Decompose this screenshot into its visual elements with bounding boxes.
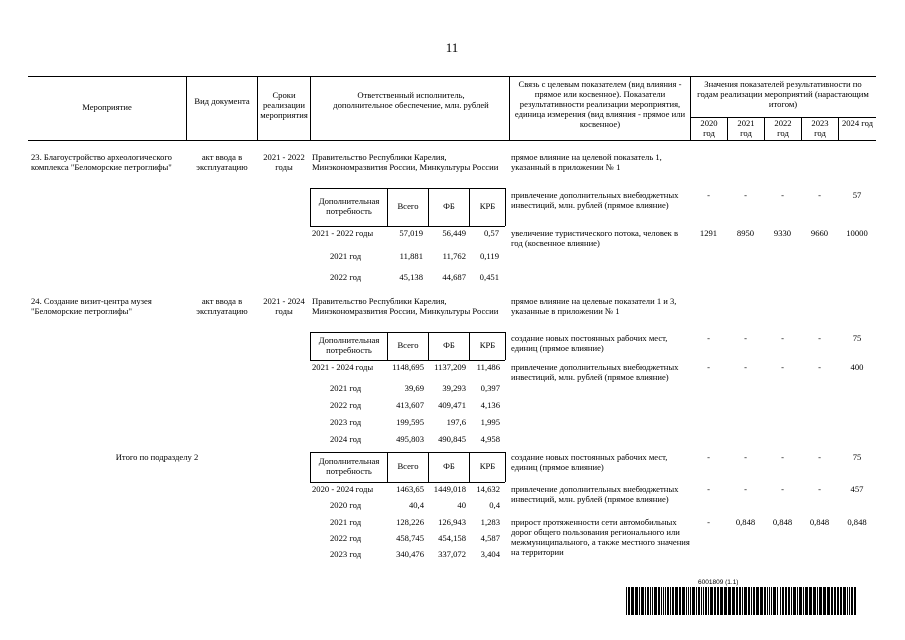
year-header: 2022 год — [774, 118, 792, 138]
barcode-icon — [626, 587, 858, 615]
indicator-value: - — [818, 452, 821, 462]
finance-krb: 4,587 — [480, 533, 500, 543]
indicator-value: - — [707, 333, 710, 343]
indicator-text: создание новых постоянных рабочих мест, единиц (прямое влияние) — [511, 333, 668, 354]
finance-fb: 126,943 — [438, 517, 466, 527]
finance-label: 2022 год — [330, 533, 362, 543]
indicator-value: - — [744, 362, 747, 372]
finance-krb: 11,486 — [476, 362, 500, 372]
total-label: Всего — [397, 340, 419, 350]
finance-fb: 197,6 — [446, 417, 466, 427]
finance-fb: 11,762 — [442, 251, 466, 261]
indicator-value: - — [744, 333, 747, 343]
finance-total: 199,595 — [396, 417, 424, 427]
indicator-value: 75 — [852, 333, 862, 343]
indicator-value: 75 — [852, 452, 862, 462]
finance-fb: 44,687 — [442, 272, 466, 282]
finance-fb: 56,449 — [442, 228, 466, 238]
fb-label: ФБ — [443, 201, 455, 211]
item-24-responsible: Правительство Республики Карелия, Минэкономразвития России, Минкультуры России — [312, 296, 499, 317]
indicator-value: - — [781, 452, 784, 462]
item-23-name: 23. Благоустройство археологического комплекса "Беломорские петроглифы" — [31, 152, 172, 173]
finance-krb: 0,57 — [483, 228, 499, 238]
finance-krb: 3,404 — [480, 549, 500, 559]
indicator-value: 1291 — [699, 228, 718, 238]
finance-krb: 0,119 — [479, 251, 499, 261]
finance-label: 2022 год — [330, 272, 362, 282]
fb-label: ФБ — [443, 461, 455, 471]
indicator-text: прямое влияние на целевой показатель 1, указанный в приложении № 1 — [511, 152, 662, 173]
finance-label: 2022 год — [330, 400, 362, 410]
indicator-text: привлечение дополнительных внебюджетных инвестиций, млн. рублей (прямое влияние) — [511, 484, 679, 505]
total-label: Всего — [397, 201, 419, 211]
finance-total: 11,881 — [399, 251, 423, 261]
indicator-value: - — [744, 484, 747, 494]
indicator-value: - — [818, 190, 821, 200]
indicator-text: создание новых постоянных рабочих мест, единиц (прямое влияние) — [511, 452, 668, 473]
indicator-text: прирост протяженности сети автомобильных дорог общего пользования регионального или межмуниципального, а также местного значения на территории — [511, 517, 690, 558]
finance-total: 128,226 — [396, 517, 424, 527]
need-label: Дополнительная потребность — [318, 196, 380, 216]
indicator-value: - — [744, 190, 747, 200]
item-23-responsible: Правительство Республики Карелия, Минэкономразвития России, Минкультуры России — [312, 152, 499, 173]
finance-total: 39,69 — [404, 383, 424, 393]
finance-krb: 4,136 — [480, 400, 500, 410]
finance-total: 458,745 — [396, 533, 424, 543]
finance-fb: 454,158 — [438, 533, 466, 543]
item-23-terms: 2021 - 2022 годы — [263, 152, 305, 173]
finance-total: 57,019 — [399, 228, 423, 238]
finance-label: 2021 - 2022 годы — [312, 228, 374, 238]
indicator-value: 57 — [852, 190, 862, 200]
indicator-value: - — [781, 484, 784, 494]
indicator-value: - — [707, 517, 710, 527]
finance-label: 2023 год — [330, 549, 362, 559]
finance-total: 340,476 — [396, 549, 424, 559]
krb-label: КРБ — [479, 461, 496, 471]
finance-total: 413,607 — [396, 400, 424, 410]
indicator-value: - — [744, 452, 747, 462]
finance-label: 2021 год — [330, 251, 362, 261]
indicator-value: - — [781, 333, 784, 343]
item-23-doc: акт ввода в эксплуатацию — [196, 152, 248, 173]
indicator-value: 0,848 — [809, 517, 830, 527]
finance-label: 2021 год — [330, 383, 362, 393]
finance-label: 2020 - 2024 годы — [312, 484, 374, 494]
finance-label: 2021 - 2024 годы — [312, 362, 374, 372]
col-header-responsible: Ответственный исполнитель, дополнительное обеспечение, млн. рублей — [333, 90, 489, 110]
indicator-value: - — [818, 333, 821, 343]
finance-krb: 4,958 — [480, 434, 500, 444]
finance-total: 1463,65 — [396, 484, 424, 494]
indicator-value: 0,848 — [772, 517, 793, 527]
finance-fb: 409,471 — [438, 400, 466, 410]
finance-label: 2020 год — [330, 500, 362, 510]
footer-code: 6001809 (1.1) — [698, 579, 739, 586]
indicator-value: 9660 — [810, 228, 829, 238]
indicator-value: - — [781, 362, 784, 372]
krb-label: КРБ — [479, 340, 496, 350]
krb-label: КРБ — [479, 201, 496, 211]
col-header-terms: Сроки реализации мероприятия — [260, 90, 308, 120]
indicator-value: - — [707, 484, 710, 494]
indicator-text: прямое влияние на целевые показатели 1 и 3, указанные в приложении № 1 — [511, 296, 677, 317]
col-header-values: Значения показателей результативности по годам реализации мероприятий (нарастающим итогом) — [697, 79, 869, 109]
finance-krb: 1,995 — [480, 417, 500, 427]
finance-total: 45,138 — [399, 272, 423, 282]
finance-fb: 1449,018 — [433, 484, 466, 494]
finance-krb: 0,451 — [479, 272, 499, 282]
fb-label: ФБ — [443, 340, 455, 350]
item-24-doc: акт ввода в эксплуатацию — [196, 296, 248, 317]
year-header: 2024 год — [841, 118, 874, 128]
finance-fb: 490,845 — [438, 434, 466, 444]
indicator-text: привлечение дополнительных внебюджетных инвестиций, млн. рублей (прямое влияние) — [511, 362, 679, 383]
finance-fb: 337,072 — [438, 549, 466, 559]
need-label: Дополнительная потребность — [318, 335, 380, 355]
indicator-value: - — [707, 190, 710, 200]
year-header: 2023 год — [811, 118, 829, 138]
finance-fb: 1137,209 — [434, 362, 466, 372]
finance-fb: 39,293 — [442, 383, 466, 393]
finance-label: 2021 год — [330, 517, 362, 527]
finance-total: 495,803 — [396, 434, 424, 444]
indicator-value: - — [818, 484, 821, 494]
finance-total: 1148,695 — [392, 362, 424, 372]
finance-krb: 0,4 — [489, 500, 500, 510]
year-header: 2020 год — [700, 118, 718, 138]
finance-krb: 14,632 — [476, 484, 500, 494]
indicator-value: - — [781, 190, 784, 200]
finance-krb: 1,283 — [480, 517, 500, 527]
indicator-text: увеличение туристического потока, человек в год (косвенное влияние) — [511, 228, 679, 249]
indicator-value: 9330 — [773, 228, 792, 238]
col-header-event: Мероприятие — [82, 102, 132, 112]
year-header: 2021 год — [737, 118, 755, 138]
indicator-value: 400 — [850, 362, 864, 372]
indicator-value: 10000 — [846, 228, 868, 238]
finance-fb: 40 — [457, 500, 466, 510]
indicator-value: 0,848 — [847, 517, 867, 527]
col-header-link: Связь с целевым показателем (вид влияния - прямое или косвенное). Показатели результативности реализации мероприятия, единица измерения (вид влияния - прямое или косвенное) — [514, 79, 686, 129]
indicator-text: привлечение дополнительных внебюджетных инвестиций, млн. рублей (прямое влияние) — [511, 190, 679, 211]
indicator-value: - — [707, 452, 710, 462]
item-24-terms: 2021 - 2024 годы — [263, 296, 305, 317]
page-number: 11 — [445, 40, 459, 55]
finance-label: 2023 год — [330, 417, 362, 427]
need-label: Дополнительная потребность — [318, 456, 380, 476]
subtotal-name: Итого по подразделу 2 — [115, 452, 199, 462]
total-label: Всего — [397, 461, 419, 471]
indicator-value: - — [707, 362, 710, 372]
finance-label: 2024 год — [330, 434, 362, 444]
indicator-value: 8950 — [736, 228, 755, 238]
finance-total: 40,4 — [408, 500, 424, 510]
col-header-doc-type: Вид документа — [194, 96, 250, 106]
indicator-value: 457 — [850, 484, 864, 494]
indicator-value: 0,848 — [735, 517, 756, 527]
finance-krb: 0,397 — [480, 383, 500, 393]
indicator-value: - — [818, 362, 821, 372]
item-24-name: 24. Создание визит-центра музея "Беломорские петроглифы" — [31, 296, 152, 317]
